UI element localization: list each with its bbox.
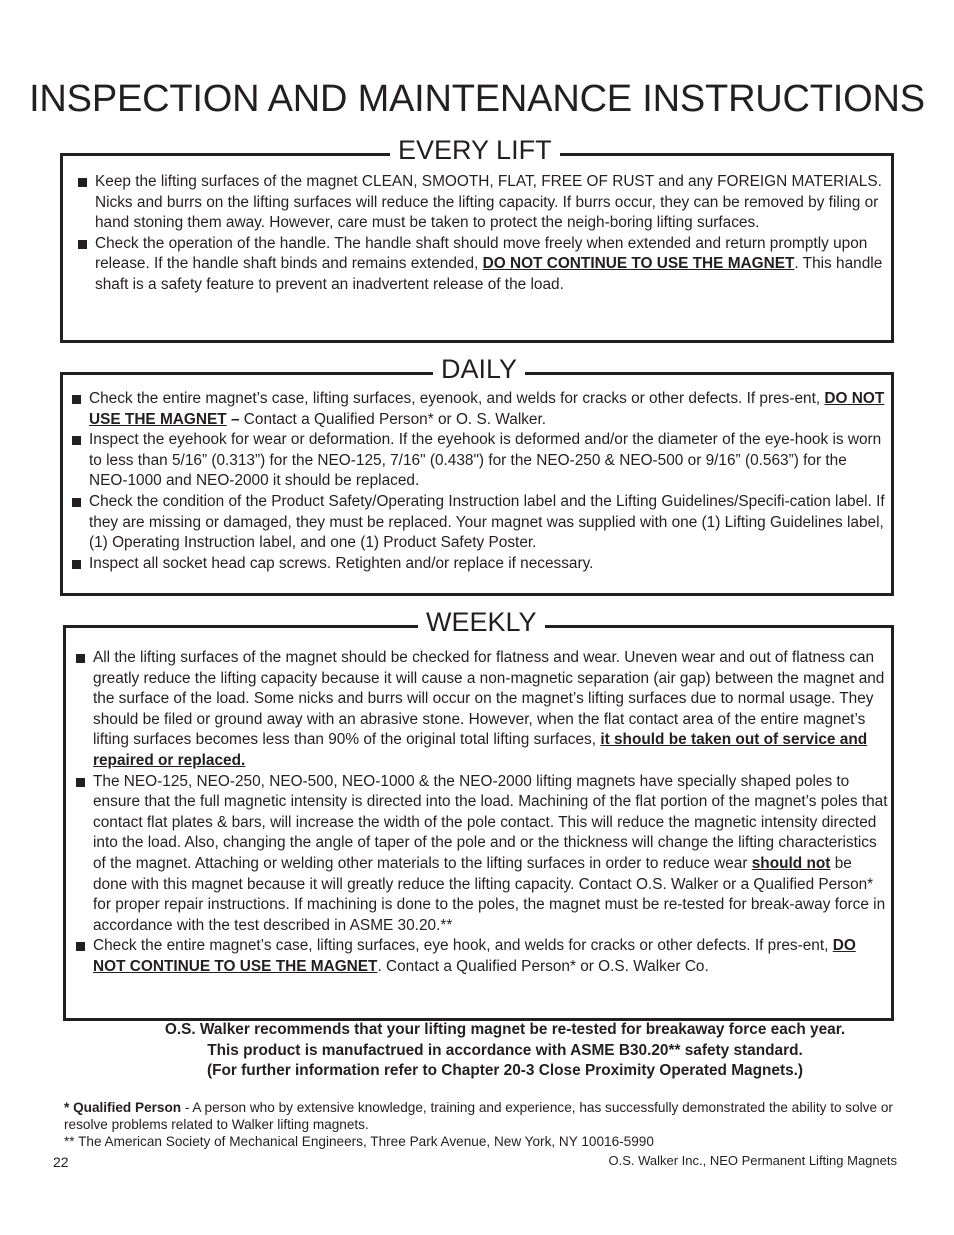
- weekly-heading: WEEKLY: [418, 607, 545, 637]
- warning-text: DO NOT CONTINUE TO USE THE MAGNET: [482, 255, 795, 273]
- bullet-square-icon: [76, 778, 85, 787]
- page-title: INSPECTION AND MAINTENANCE INSTRUCTIONS: [29, 78, 925, 120]
- every-lift-heading: EVERY LIFT: [390, 135, 560, 165]
- notice-line: (For further information refer to Chapter 20-3 Close Proximity Operated Magnets.): [206, 1062, 804, 1080]
- warning-text: it should be taken out of service and repaired or replaced.: [93, 731, 868, 769]
- weekly-section: [63, 607, 894, 1021]
- list-item: All the lifting surfaces of the magnet should be checked for flatness and wear. Uneven wear and out of flatness can greatly reduce the lifting capacity because it will cause a non-magnetic separation (air gap) between the magnet and the surface of the load. Some nicks and burrs will occur on the magnet’s lifting surfaces due to normal usage. They should be filed or ground away with an abrasive stone. However, when the flat contact area of the entire magnet’s lifting surfaces becomes less than 90% of the original total lifting surfaces, it should be taken out of service and repaired or replaced.: [75, 648, 889, 772]
- bullet-square-icon: [76, 654, 85, 663]
- weekly-list: [75, 648, 889, 978]
- bullet-square-icon: [72, 498, 81, 507]
- page-number: 22: [53, 1154, 69, 1170]
- footer-brand: O.S. Walker Inc., NEO Permanent Lifting Magnets: [608, 1153, 897, 1168]
- list-item: Inspect all socket head cap screws. Retighten and/or replace if necessary.: [71, 554, 887, 575]
- notice-line: O.S. Walker recommends that your lifting magnet be re-tested for breakaway force each year.: [164, 1021, 846, 1038]
- footnote-qualified-person: * Qualified Person - A person who by extensive knowledge, training and experience, has successfully demonstrated the ability to solve or resolve problems related to Walker lifting magnets.: [64, 1100, 893, 1132]
- list-item: Inspect the eyehook for wear or deformation. If the eyehook is deformed and/or the diameter of the eye-hook is worn to less than 5/16” (0.313”) for the NEO-125, 7/16" (0.438") for the NEO-250 & NEO-500 or 9/16” (0.563”) for the NEO-1000 and NEO-2000 it should be replaced.: [71, 430, 887, 492]
- daily-list: [71, 389, 887, 574]
- daily-section: [60, 354, 894, 596]
- list-item: Check the condition of the Product Safety/Operating Instruction label and the Lifting Guidelines/Specifi-cation label. If they are missing or damaged, they must be replaced. Your magnet was supplied with one (1) Lifting Guidelines label, (1) Operating Instruction label, and one (1) Product Safety Poster.: [71, 492, 887, 554]
- bullet-square-icon: [78, 240, 87, 249]
- bullet-square-icon: [72, 560, 81, 569]
- footnote-asme: ** The American Society of Mechanical Engineers, Three Park Avenue, New York, NY 10016-5990: [64, 1134, 654, 1149]
- bullet-square-icon: [78, 178, 87, 187]
- footnotes: [64, 1099, 894, 1150]
- warning-text: should not: [751, 854, 831, 872]
- list-item: Check the operation of the handle. The handle shaft should move freely when extended and return promptly upon release. If the handle shaft binds and remains extended, DO NOT CONTINUE TO USE THE MAGNET. This handle shaft is a safety feature to prevent an inadvertent release of the load.: [77, 234, 885, 296]
- warning-text: DO NOT CONTINUE TO USE THE MAGNET: [93, 937, 856, 975]
- daily-heading: DAILY: [433, 354, 525, 384]
- notice-line: This product is manufactrued in accordance with ASME B30.20** safety standard.: [207, 1041, 803, 1059]
- warning-text: DO NOT USE THE MAGNET: [89, 390, 885, 428]
- every-lift-section: [60, 135, 894, 343]
- list-item: Keep the lifting surfaces of the magnet CLEAN, SMOOTH, FLAT, FREE OF RUST and any FOREIGN MATERIALS. Nicks and burrs on the lifting surfaces will reduce the lifting capacity. If burrs occur, they can be removed by filing or hand stoning them away. However, care must be taken to protect the neigh-boring lifting surfaces.: [77, 172, 885, 234]
- list-item: Check the entire magnet’s case, lifting surfaces, eyenook, and welds for cracks or other defects. If pres-ent, DO NOT USE THE MAGNET – Contact a Qualified Person* or O. S. Walker.: [71, 389, 887, 430]
- list-item: The NEO-125, NEO-250, NEO-500, NEO-1000 & the NEO-2000 lifting magnets have specially shaped poles to ensure that the full magnetic intensity is directed into the load. Machining of the flat portion of the magnet’s poles that contact flat plates & bars, will increase the width of the pole contact. This will reduce the magnetic intensity directed into the load. Also, changing the angle of taper of the pole and or the thickness will change the lifting characteristics of the magnet. Attaching or welding other materials to the lifting surfaces in order to reduce wear should not be done with this magnet because it will greatly reduce the lifting capacity. Contact O.S. Walker or a Qualified Person* for proper repair instructions. If machining is done to the poles, the magnet must be re-tested for break-away force in accordance with the test described in ASME 30.20.**: [75, 772, 889, 937]
- safety-notice: [100, 1020, 910, 1082]
- bullet-square-icon: [72, 395, 81, 404]
- list-item: Check the entire magnet’s case, lifting surfaces, eye hook, and welds for cracks or other defects. If pres-ent, DO NOT CONTINUE TO USE THE MAGNET. Contact a Qualified Person* or O.S. Walker Co.: [75, 936, 889, 977]
- every-lift-list: [77, 172, 885, 296]
- bullet-square-icon: [76, 942, 85, 951]
- bullet-square-icon: [72, 436, 81, 445]
